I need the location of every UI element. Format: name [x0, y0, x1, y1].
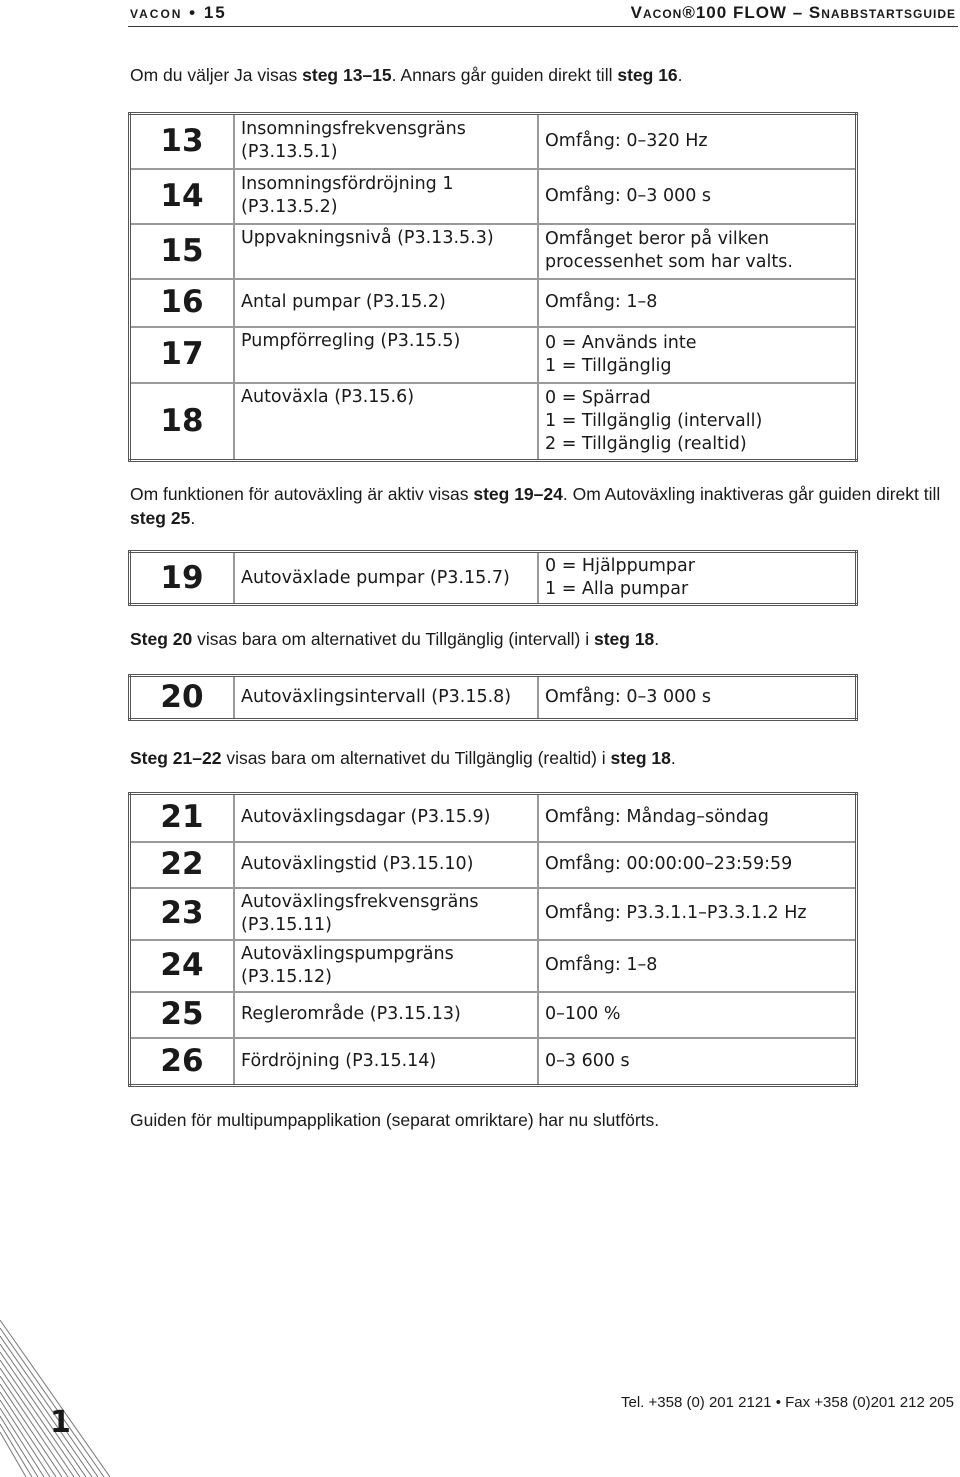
- table-row: [130, 327, 857, 383]
- step-value: Omfång: 00:00:00–23:59:59: [538, 842, 857, 888]
- step-number: 24: [130, 940, 235, 992]
- step-name: Antal pumpar (P3.15.2): [234, 279, 538, 327]
- step-name: Uppvakningsnivå (P3.13.5.3): [234, 224, 538, 279]
- step-number: 13: [130, 114, 235, 169]
- para-bold-2: steg 18: [610, 748, 671, 768]
- step-number: 21: [130, 794, 235, 842]
- table-row: [130, 676, 857, 720]
- table-row: [130, 114, 857, 169]
- table-row: [130, 383, 857, 461]
- para-bold-1: Steg 21–22: [130, 748, 222, 768]
- table-row: [130, 279, 857, 327]
- intro-text: Om du väljer Ja visas: [130, 65, 303, 85]
- steps-table-19: [128, 550, 858, 606]
- step-number: 18: [130, 383, 235, 461]
- step-value: Omfång: P3.3.1.1–P3.3.1.2 Hz: [538, 888, 857, 940]
- step-value: [538, 327, 857, 383]
- header-rule: [128, 26, 958, 27]
- step-value: Omfång: Måndag–söndag: [538, 794, 857, 842]
- step-name: Pumpförregling (P3.15.5): [234, 327, 538, 383]
- value-line: 1 = Tillgänglig (intervall): [545, 410, 763, 431]
- table-row: [130, 794, 857, 842]
- step-number: 15: [130, 224, 235, 279]
- outro-paragraph: Guiden för multipumpapplikation (separat omriktare) har nu slutförts.: [130, 1110, 660, 1130]
- value-line: 0 = Hjälppumpar: [545, 556, 695, 576]
- step-name: Autoväxla (P3.15.6): [234, 383, 538, 461]
- step-name: Autoväxlingsdagar (P3.15.9): [234, 794, 538, 842]
- step20-paragraph: [130, 627, 956, 651]
- table-row: [130, 552, 857, 605]
- table-row: [130, 224, 857, 279]
- step-number: 23: [130, 888, 235, 940]
- step-value: [538, 383, 857, 461]
- steps-table-21-26: [128, 792, 858, 1087]
- step21-paragraph: [130, 746, 956, 770]
- steps-table-13-18: [128, 112, 858, 462]
- step-number: 17: [130, 327, 235, 383]
- steps-table-20: [128, 674, 858, 721]
- step-value: Omfång: 0–320 Hz: [538, 114, 857, 169]
- step-name: Autoväxlingsintervall (P3.15.8): [234, 676, 538, 720]
- step-name: Reglerområde (P3.15.13): [234, 992, 538, 1038]
- para-text-mid: visas bara om alternativet du Tillgänglig (intervall) i: [192, 629, 594, 649]
- intro-text-end: .: [677, 65, 683, 85]
- value-line: 0 = Spärrad: [545, 387, 651, 408]
- para-text-end: .: [670, 748, 676, 768]
- step-number: 20: [130, 676, 235, 720]
- step-number: 14: [130, 169, 235, 224]
- value-line: 2 = Tillgänglig (realtid): [545, 433, 747, 454]
- step-name: Autoväxlingspumpgräns (P3.15.12): [234, 940, 538, 992]
- value-line: 0 = Används inte: [545, 332, 697, 353]
- header-right: Vacon®100 FLOW – Snabbstartsguide: [630, 3, 956, 22]
- step-number: 16: [130, 279, 235, 327]
- chapter-number: 1: [50, 1405, 71, 1440]
- table-row: [130, 1038, 857, 1086]
- value-line: 1 = Tillgänglig: [545, 355, 672, 376]
- step-value: Omfång: 0–3 000 s: [538, 169, 857, 224]
- step-name: Autoväxlingstid (P3.15.10): [234, 842, 538, 888]
- table-row: [130, 169, 857, 224]
- table-row: [130, 842, 857, 888]
- intro-bold-1: steg 13–15: [302, 65, 392, 85]
- intro-text-mid: . Annars går guiden direkt till: [391, 65, 618, 85]
- para-bold-2: steg 25: [130, 508, 191, 528]
- para-bold-1: steg 19–24: [473, 484, 563, 504]
- para-bold-1: Steg 20: [130, 629, 193, 649]
- autochange-paragraph: [130, 482, 956, 530]
- para-text: Om funktionen för autoväxling är aktiv visas: [130, 484, 474, 504]
- step-number: 22: [130, 842, 235, 888]
- table-row: [130, 888, 857, 940]
- step-number: 26: [130, 1038, 235, 1086]
- step-name: Insomningsfrekvensgräns (P3.13.5.1): [234, 114, 538, 169]
- step-name: Insomningsfördröjning 1 (P3.13.5.2): [234, 169, 538, 224]
- step-number: 19: [130, 552, 235, 605]
- intro-bold-2: steg 16: [617, 65, 678, 85]
- footer-contact: Tel. +358 (0) 201 2121 • Fax +358 (0)201 212 205: [621, 1394, 954, 1411]
- table-row: [130, 940, 857, 992]
- step-value: 0–3 600 s: [538, 1038, 857, 1086]
- para-text-end: .: [654, 629, 660, 649]
- para-text-end: .: [190, 508, 196, 528]
- step-value: Omfång: 0–3 000 s: [538, 676, 857, 720]
- step-number: 25: [130, 992, 235, 1038]
- step-value: Omfånget beror på vilken processenhet som har valts.: [538, 224, 857, 279]
- step-name: Autoväxlade pumpar (P3.15.7): [234, 552, 538, 605]
- step-value: Omfång: 1–8: [538, 279, 857, 327]
- intro-paragraph: [130, 63, 956, 87]
- para-text-mid: . Om Autoväxling inaktiveras går guiden direkt till: [562, 484, 941, 504]
- step-value: [538, 552, 857, 605]
- step-value: 0–100 %: [538, 992, 857, 1038]
- step-name: Fördröjning (P3.15.14): [234, 1038, 538, 1086]
- para-bold-2: steg 18: [593, 629, 655, 649]
- table-row: [130, 992, 857, 1038]
- value-line: 1 = Alla pumpar: [545, 579, 689, 599]
- header-left: vacon • 15: [130, 3, 227, 22]
- step-value: Omfång: 1–8: [538, 940, 857, 992]
- step-name: Autoväxlingsfrekvensgräns (P3.15.11): [234, 888, 538, 940]
- corner-hatch-decoration: [0, 1310, 110, 1477]
- page-header: [128, 0, 958, 29]
- para-text-mid: visas bara om alternativet du Tillgänglig (realtid) i: [221, 748, 611, 768]
